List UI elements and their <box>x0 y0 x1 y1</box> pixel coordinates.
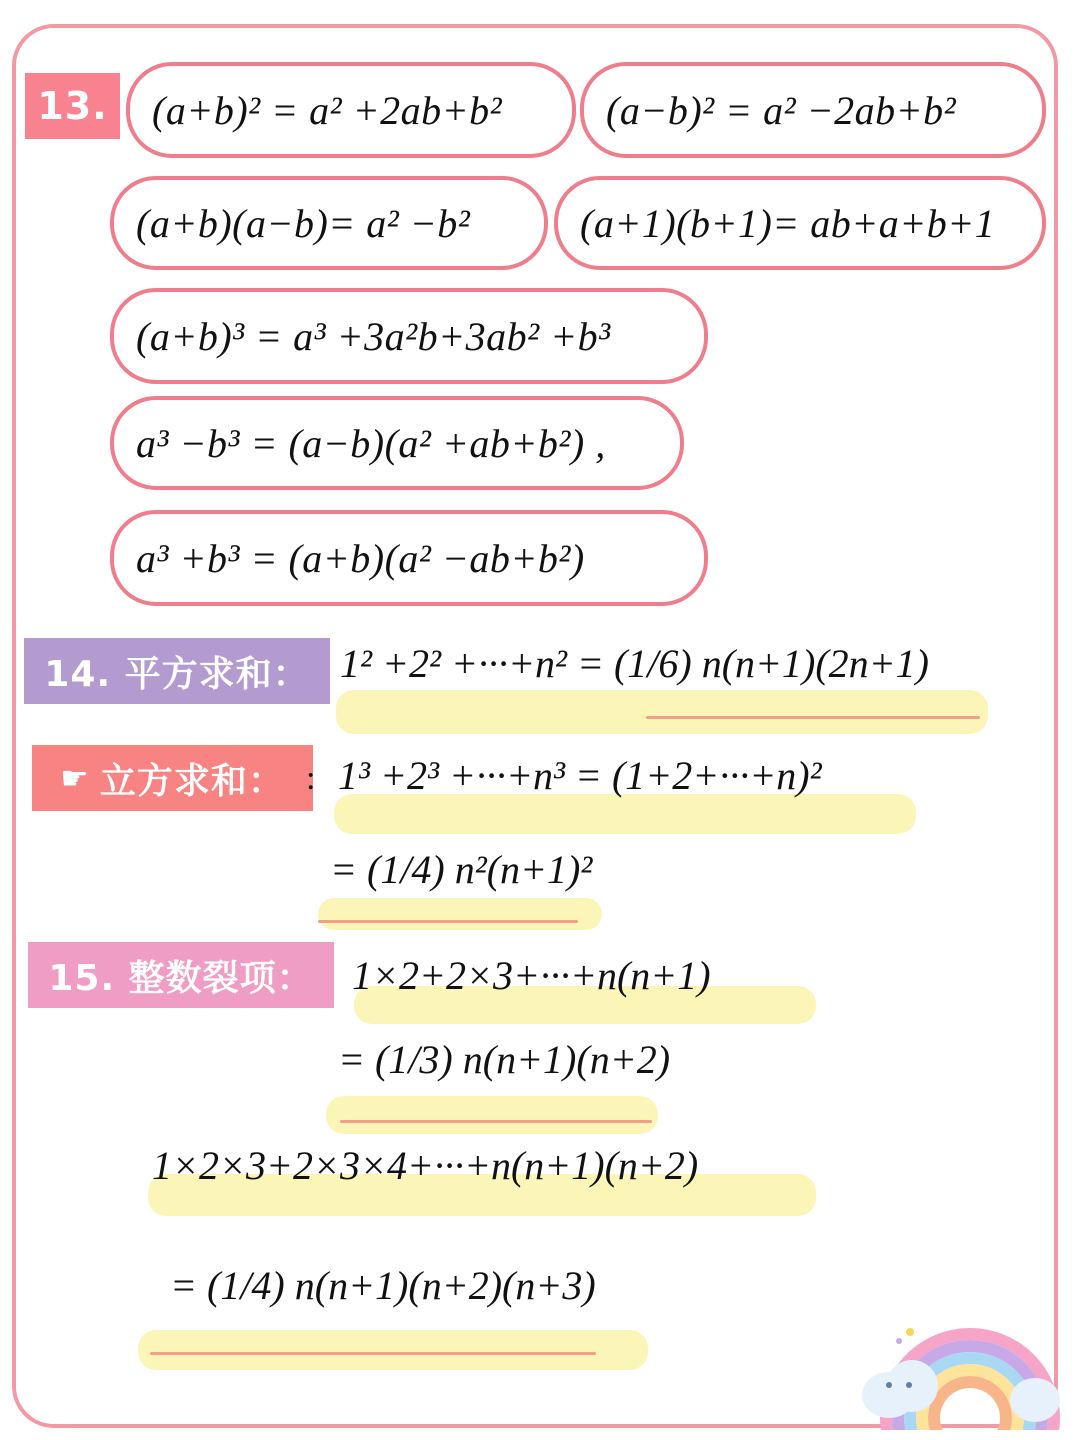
consecutive-product-sum-line2: = (1/3) n(n+1)(n+2) <box>338 1037 671 1082</box>
highlight-mark <box>326 1096 658 1134</box>
identity-sum-of-cubes <box>110 510 708 606</box>
identity-cube-of-sum <box>110 288 708 384</box>
sum-of-cubes-line2: = (1/4) n²(n+1)² <box>330 847 593 892</box>
sum-of-squares-formula: 1² +2² +···+n² = (1/6) n(n+1)(2n+1) <box>340 641 929 686</box>
highlight-mark <box>334 794 916 834</box>
triple-product-sum-line2: = (1/4) n(n+1)(n+2)(n+3) <box>170 1263 596 1308</box>
identity-product-plus-one <box>554 176 1046 270</box>
underline-mark <box>150 1352 596 1355</box>
identity-text: (a−b)² = a² −2ab+b² <box>606 87 957 133</box>
identity-difference-of-cubes <box>110 396 684 490</box>
consecutive-product-sum-line1: 1×2+2×3+···+n(n+1) <box>352 953 711 998</box>
section-15-tag: 15. 整数裂项： <box>28 942 334 1008</box>
identity-square-of-sum <box>126 62 576 158</box>
section-13-tag: 13. <box>25 73 120 139</box>
identity-text: (a+1)(b+1)= ab+a+b+1 <box>580 200 996 246</box>
highlight-mark <box>336 690 988 734</box>
highlight-mark <box>138 1330 648 1370</box>
identity-difference-of-squares <box>110 176 548 270</box>
cube-sum-tag <box>32 745 316 811</box>
underline-mark <box>318 920 578 923</box>
underline-mark <box>646 716 980 719</box>
highlight-mark <box>318 898 602 930</box>
cube-sum-tag-label: 立方求和： <box>99 760 285 802</box>
identity-text: a³ −b³ = (a−b)(a² +ab+b²) , <box>136 420 606 466</box>
triple-product-sum-line1: 1×2×3+2×3×4+···+n(n+1)(n+2) <box>152 1143 699 1188</box>
stray-colon: : <box>306 760 316 797</box>
identity-text: (a+b)(a−b)= a² −b² <box>136 200 471 246</box>
identity-text: (a+b)³ = a³ +3a²b+3ab² +b³ <box>136 313 611 359</box>
underline-mark <box>340 1120 652 1123</box>
identity-text: a³ +b³ = (a+b)(a² −ab+b²) <box>136 535 585 581</box>
pointing-hand-icon: ☛ <box>60 759 90 797</box>
identity-text: (a+b)² = a² +2ab+b² <box>152 87 503 133</box>
rainbow-cloud-icon <box>860 1320 1060 1430</box>
sum-of-cubes-line1: 1³ +2³ +···+n³ = (1+2+···+n)² <box>338 753 822 798</box>
identity-square-of-difference <box>580 62 1046 158</box>
section-14-tag: 14. 平方求和： <box>24 638 330 704</box>
